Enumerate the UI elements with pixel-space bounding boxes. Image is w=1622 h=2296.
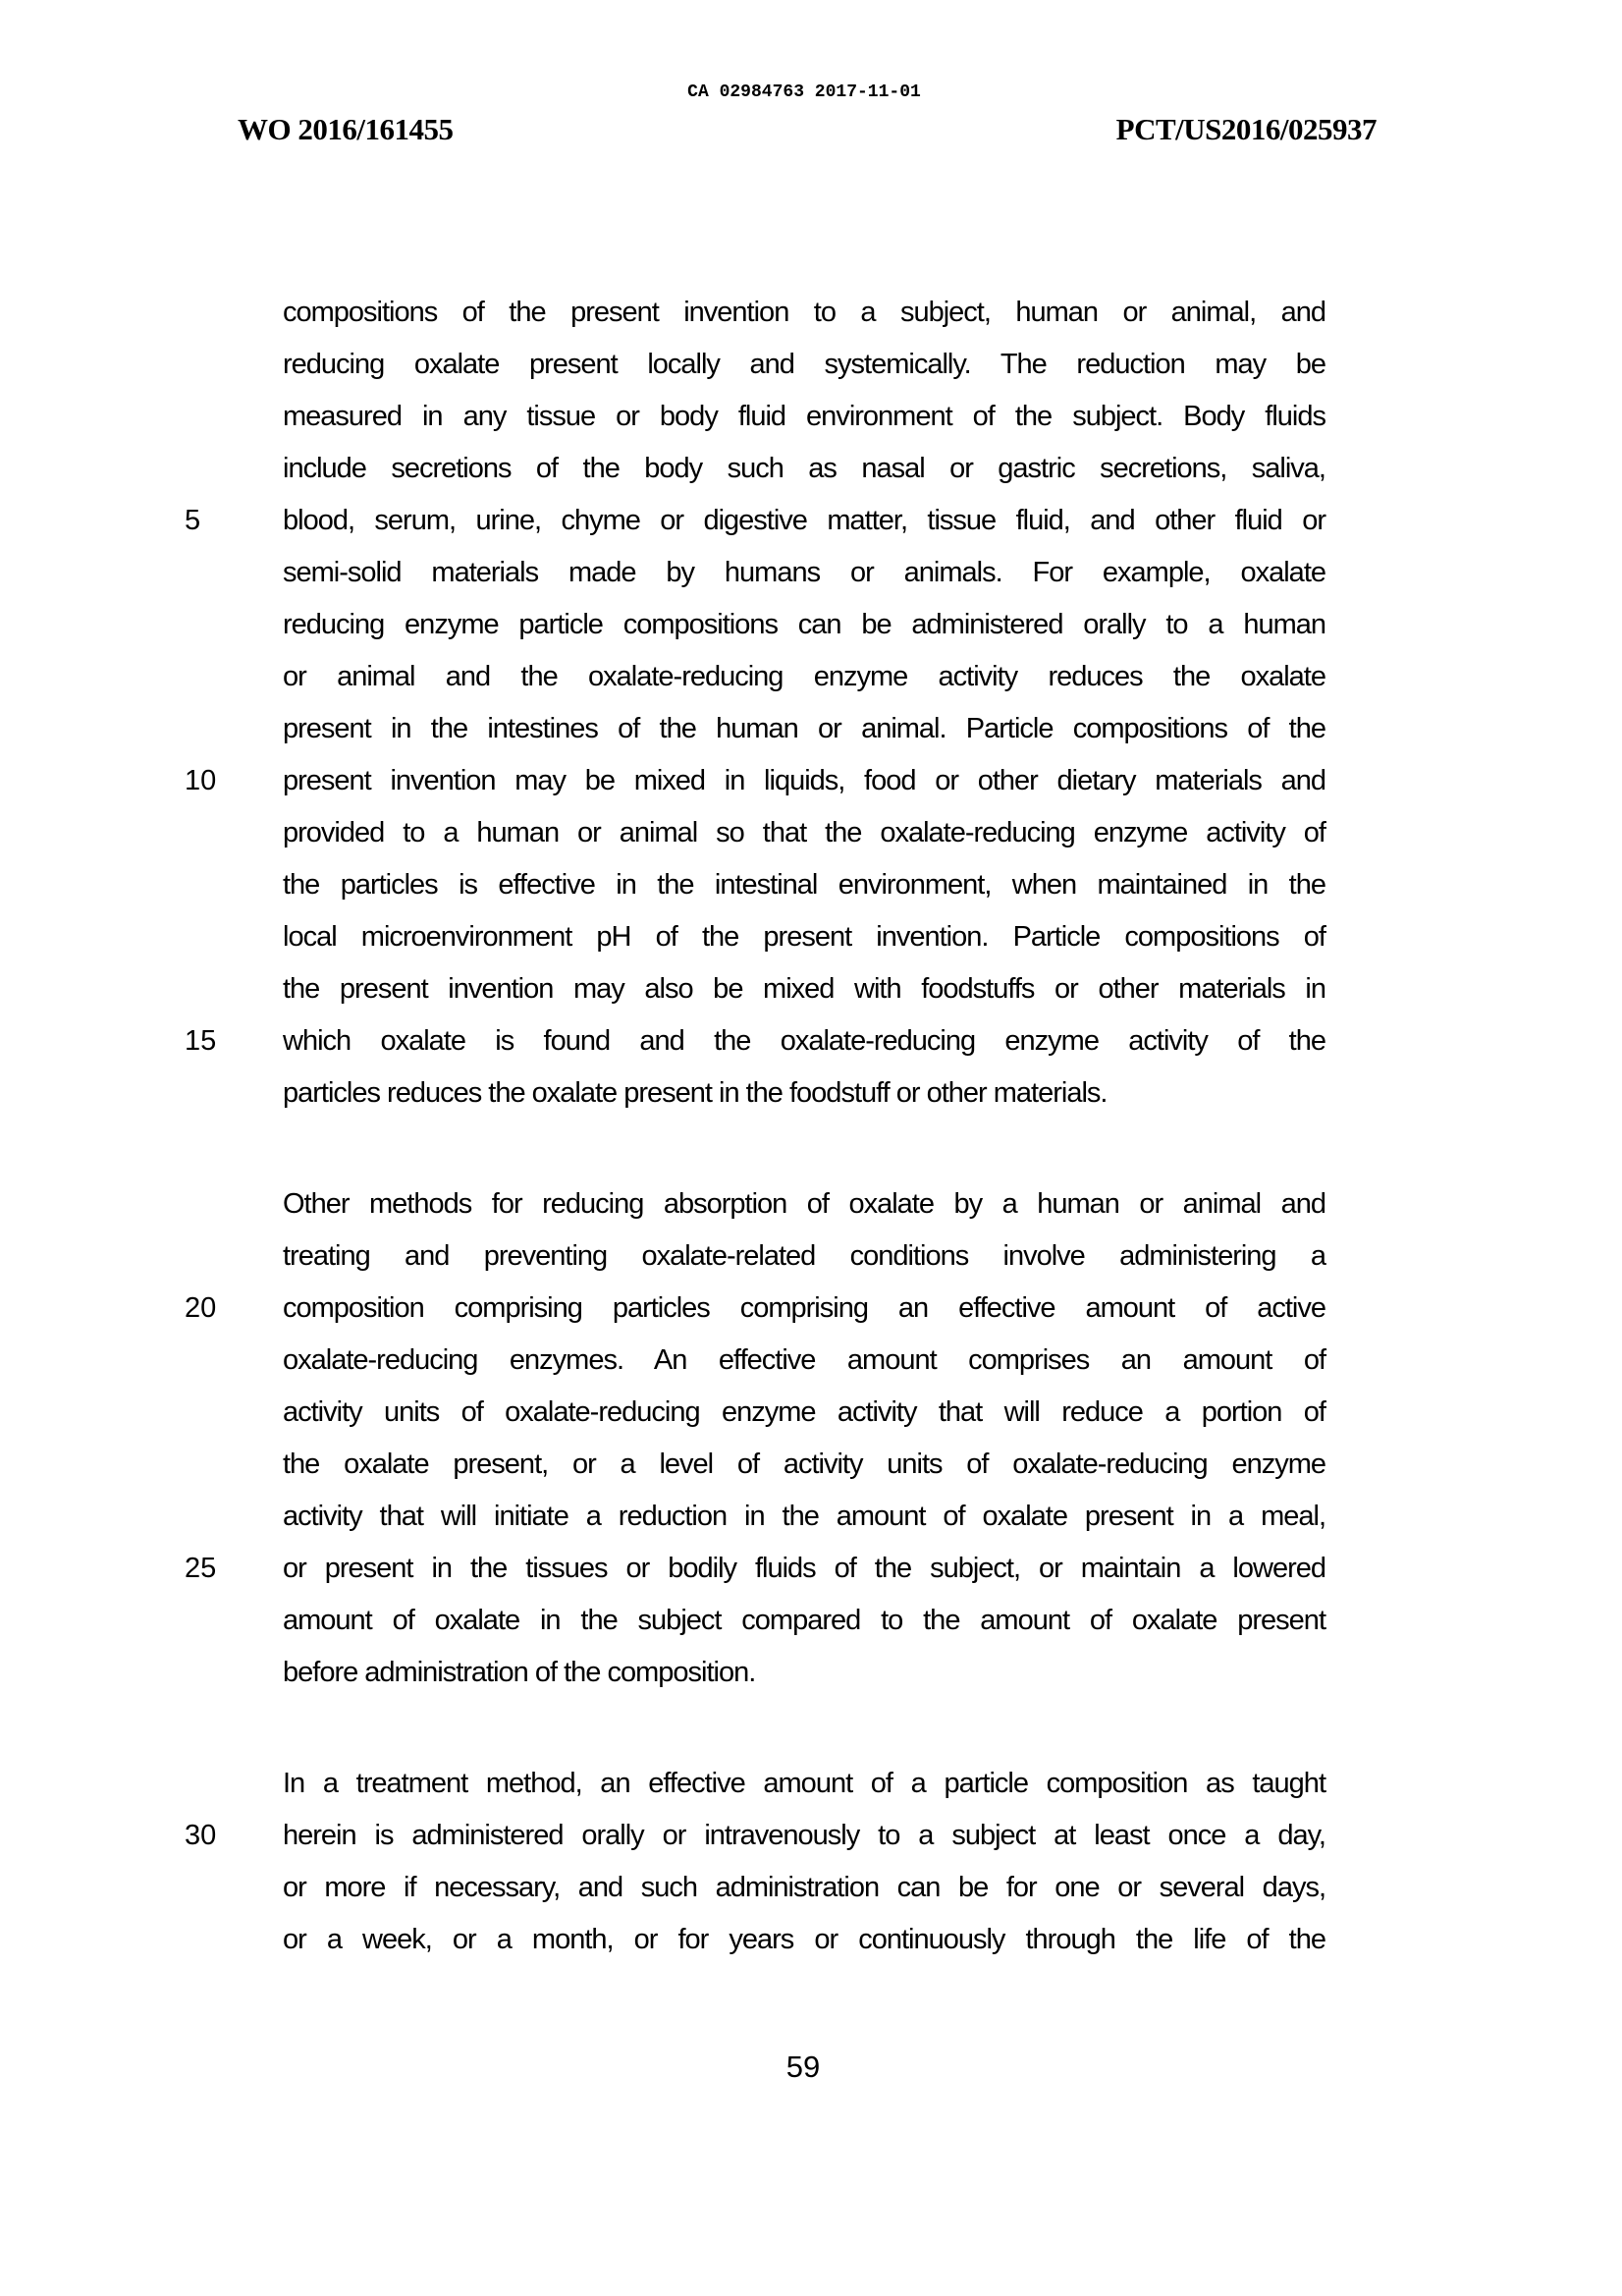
line-number: 30 [185, 1820, 217, 1851]
text-line: local microenvironment pH of the present invention. Particle compositions of [283, 921, 1325, 953]
text-line: include secretions of the body such as nasal or gastric secretions, saliva, [283, 453, 1325, 484]
text-line: the present invention may also be mixed with foodstuffs or other materials in [283, 973, 1325, 1005]
text-line: 30 herein is administered orally or intravenously to a subject at least once a day, [283, 1810, 1325, 1862]
text-line: reducing oxalate present locally and systemically. The reduction may be [283, 349, 1325, 380]
text-line: oxalate-reducing enzymes. An effective amount comprises an amount of [283, 1344, 1325, 1376]
line-number: 25 [185, 1553, 217, 1584]
text-line: In a treatment method, an effective amount of a particle composition as taught [283, 1768, 1325, 1799]
paragraph [185, 287, 1325, 1120]
text-line: or animal and the oxalate-reducing enzyme activity reduces the oxalate [283, 661, 1325, 692]
text-line: provided to a human or animal so that the oxalate-reducing enzyme activity of [283, 817, 1325, 848]
text-line: activity that will initiate a reduction in the amount of oxalate present in a meal, [283, 1501, 1325, 1532]
text-line: 5 blood, serum, urine, chyme or digestive matter, tissue fluid, and other fluid or [283, 495, 1325, 547]
text-line: or more if necessary, and such administration can be for one or several days, [283, 1872, 1325, 1903]
line-number: 5 [185, 505, 201, 536]
text-line: 10 present invention may be mixed in liquids, food or other dietary materials and [283, 755, 1325, 807]
text-line: 15 which oxalate is found and the oxalate-reducing enzyme activity of the [283, 1015, 1325, 1067]
line-number: 15 [185, 1025, 217, 1057]
text-line: present in the intestines of the human or animal. Particle compositions of the [283, 713, 1325, 744]
text-line: compositions of the present invention to a subject, human or animal, and [283, 297, 1325, 328]
text-line: the oxalate present, or a level of activity units of oxalate-reducing enzyme [283, 1449, 1325, 1480]
text-line: semi-solid materials made by humans or animals. For example, oxalate [283, 557, 1325, 588]
body-text [185, 287, 1325, 1966]
line-number: 10 [185, 765, 217, 796]
text-line: measured in any tissue or body fluid environment of the subject. Body fluids [283, 401, 1325, 432]
scan-stamp: CA 02984763 2017-11-01 [687, 82, 921, 102]
line-number: 20 [185, 1292, 217, 1324]
text-line: activity units of oxalate-reducing enzyme activity that will reduce a portion of [283, 1396, 1325, 1428]
application-number: PCT/US2016/025937 [1115, 112, 1377, 146]
text-line: amount of oxalate in the subject compared to the amount of oxalate present [283, 1605, 1325, 1636]
text-line: Other methods for reducing absorption of oxalate by a human or animal and [283, 1188, 1325, 1220]
text-line: 25 or present in the tissues or bodily fluids of the subject, or maintain a lowered [283, 1543, 1325, 1595]
paragraph [185, 1178, 1325, 1699]
paragraph [185, 1758, 1325, 1966]
text-line: or a week, or a month, or for years or continuously through the life of the [283, 1924, 1325, 1955]
text-line: treating and preventing oxalate-related conditions involve administering a [283, 1240, 1325, 1272]
text-line: before administration of the composition. [283, 1657, 756, 1688]
publication-number: WO 2016/161455 [238, 112, 454, 146]
text-line: the particles is effective in the intestinal environment, when maintained in the [283, 869, 1325, 901]
text-line: particles reduces the oxalate present in the foodstuff or other materials. [283, 1077, 1108, 1109]
text-line: reducing enzyme particle compositions can be administered orally to a human [283, 609, 1325, 640]
text-line: 20 composition comprising particles comprising an effective amount of active [283, 1283, 1325, 1335]
page-number: 59 [785, 2050, 821, 2084]
